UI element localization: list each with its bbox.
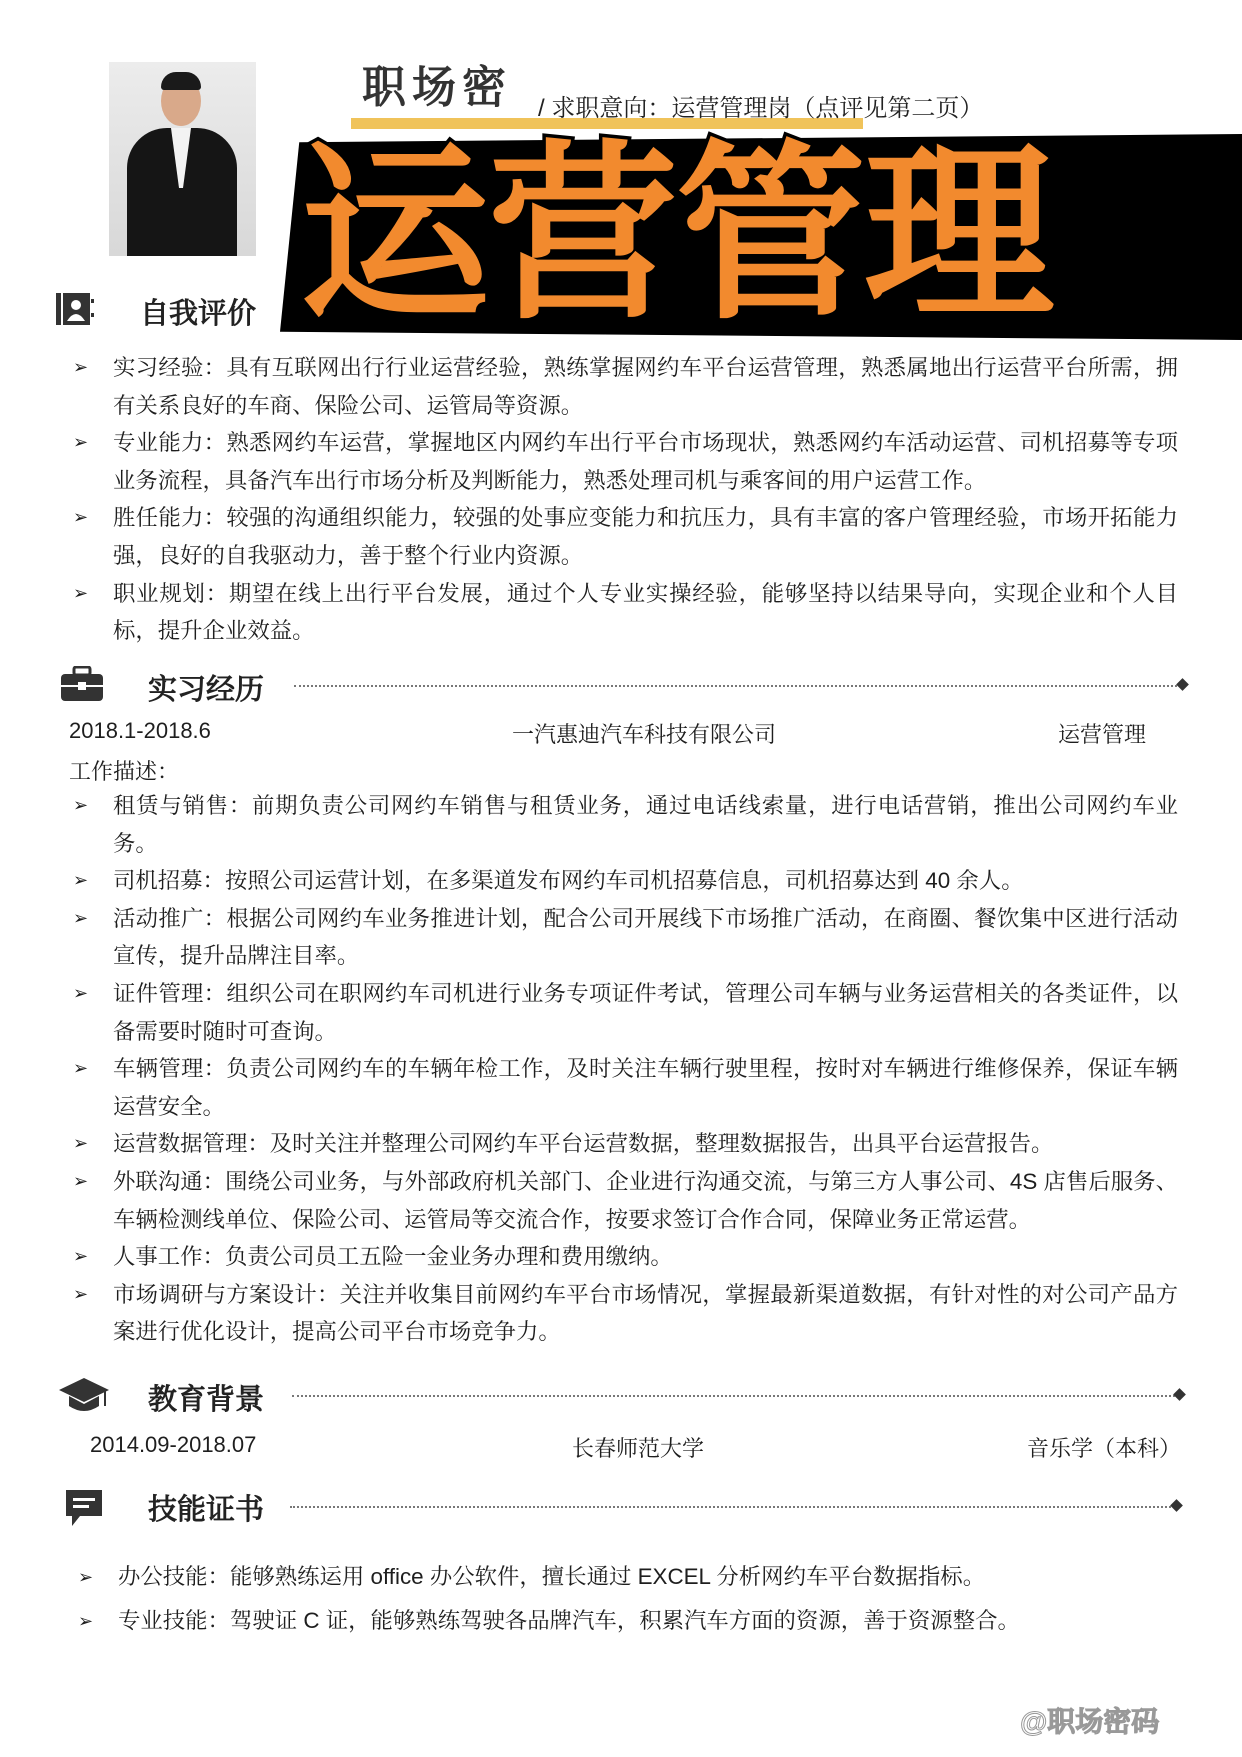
arrow-bullet-icon: ➢ [78, 1611, 94, 1631]
item-label: 胜任能力： [113, 505, 227, 531]
item-label: 租赁与销售： [113, 793, 253, 818]
section-title-internship: 实习经历 [148, 674, 265, 706]
arrow-bullet-icon: ➢ [73, 982, 89, 1003]
job-intent: / 求职意向：运营管理岗（点评见第二页） [538, 95, 984, 122]
item-body: 期望在线上出行平台发展，通过个人专业实操经验，能够坚持以结果导向，实现企业和个人目标，提升企业效益。 [113, 580, 1179, 644]
list-item [78, 1599, 1183, 1643]
item-label: 办公技能： [118, 1564, 230, 1589]
comment-icon [64, 1488, 104, 1533]
skills-list [78, 1555, 1183, 1643]
arrow-bullet-icon: ➢ [73, 870, 89, 891]
arrow-bullet-icon: ➢ [73, 507, 89, 528]
item-label: 证件管理： [113, 980, 227, 1006]
item-body: 负责公司网约车的车辆年检工作，及时关注车辆行驶里程，按时对车辆进行维修保养，保证车辆运营安全。 [113, 1056, 1179, 1119]
item-text [113, 575, 1178, 650]
item-text [113, 975, 1178, 1050]
item-body: 按照公司运营计划，在多渠道发布网约车司机招募信息，司机招募达到 40 余人。 [224, 868, 1024, 894]
arrow-bullet-icon: ➢ [73, 1246, 89, 1267]
arrow-bullet-icon: ➢ [73, 1170, 89, 1191]
list-item [78, 1555, 1183, 1599]
item-text [113, 349, 1178, 424]
item-body: 能够熟练运用 office 办公软件，擅长通过 EXCEL 分析网约车平台数据指标。 [229, 1564, 986, 1589]
arrow-bullet-icon: ➢ [73, 795, 89, 815]
id-card-icon [56, 291, 94, 332]
item-text [113, 1050, 1178, 1125]
item-body: 围绕公司业务，与外部政府机关部门、企业进行沟通交流，与第三方人事公司、4S 店售后服务、车辆检测线单位、保险公司、运管局等交流合作，按要求签订合作合同，保障业务正常运营。 [113, 1168, 1178, 1232]
list-item [73, 499, 1178, 574]
item-body: 驾驶证 C 证，能够熟练驾驶各品牌汽车，积累汽车方面的资源，善于资源整合。 [229, 1608, 1020, 1633]
watermark: @职场密码 [1020, 1706, 1160, 1737]
item-text [113, 499, 1178, 574]
section-title-education: 教育背景 [148, 1384, 265, 1416]
item-text [113, 1238, 1178, 1276]
item-body: 熟悉网约车运营，掌握地区内网约车出行平台市场现状，熟悉网约车活动运营、司机招募等专项业务流程，具备汽车出行市场分析及判断能力，熟悉处理司机与乘客间的用户运营工作。 [113, 430, 1179, 493]
section-title-self-eval: 自我评价 [140, 298, 257, 330]
item-text [113, 787, 1178, 862]
arrow-bullet-icon: ➢ [73, 1133, 89, 1154]
work-description-label: 工作描述： [69, 759, 180, 784]
internship-list [73, 787, 1178, 1351]
item-body: 及时关注并整理公司网约车平台运营数据，整理数据报告，出具平台运营报告。 [269, 1131, 1054, 1157]
item-body: 前期负责公司网约车销售与租赁业务，通过电话线索量，进行电话营销，推出公司网约车业务。 [113, 793, 1179, 856]
brand-title: 职场密 [362, 63, 512, 112]
self-eval-list [73, 349, 1178, 650]
education-date: 2014.09-2018.07 [90, 1432, 257, 1457]
section-divider [290, 1506, 1175, 1508]
item-body: 根据公司网约车业务推进计划，配合公司开展线下市场推广活动，在商圈、餐饮集中区进行活动宣传，提升品牌注目率。 [113, 905, 1179, 969]
item-text [113, 1163, 1178, 1238]
item-label: 运营数据管理： [113, 1131, 270, 1157]
briefcase-icon [60, 666, 104, 707]
list-item [73, 424, 1178, 499]
arrow-bullet-icon: ➢ [73, 1283, 89, 1304]
divider-diamond [1176, 678, 1189, 691]
list-item [73, 787, 1178, 862]
arrow-bullet-icon: ➢ [73, 357, 89, 377]
arrow-bullet-icon: ➢ [73, 582, 89, 603]
list-item [73, 900, 1178, 975]
list-item [73, 1050, 1178, 1125]
item-body: 组织公司在职网约车司机进行业务专项证件考试，管理公司车辆与业务运营相关的各类证件，以备需要时随时可查询。 [113, 980, 1179, 1044]
internship-date: 2018.1-2018.6 [69, 718, 211, 743]
divider-diamond [1173, 1388, 1186, 1401]
section-divider [294, 685, 1181, 687]
list-item [73, 575, 1178, 650]
banner-title: 运营管理 [300, 129, 1053, 341]
item-text [113, 900, 1178, 975]
item-label: 车辆管理： [113, 1056, 227, 1082]
arrow-bullet-icon: ➢ [78, 1567, 94, 1587]
arrow-bullet-icon: ➢ [73, 907, 89, 928]
item-label: 实习经验： [113, 355, 227, 380]
item-text [113, 1276, 1178, 1351]
list-item [73, 1276, 1178, 1351]
arrow-bullet-icon: ➢ [73, 1058, 89, 1079]
item-label: 外联沟通： [113, 1168, 226, 1194]
list-item [73, 349, 1178, 424]
graduation-cap-icon [58, 1376, 110, 1421]
item-body: 关注并收集目前网约车平台市场情况，掌握最新渠道数据，有针对性的对公司产品方案进行优化设计，提高公司平台市场竞争力。 [113, 1281, 1179, 1345]
item-body: 具有互联网出行行业运营经验，熟练掌握网约车平台运营管理，熟悉属地出行运营平台所需，拥有关系良好的车商、保险公司、运管局等资源。 [113, 355, 1179, 418]
divider-diamond [1170, 1499, 1183, 1512]
arrow-bullet-icon: ➢ [73, 432, 89, 453]
list-item [73, 975, 1178, 1050]
item-text [113, 1125, 1178, 1163]
item-label: 活动推广： [113, 905, 227, 931]
profile-photo [109, 62, 256, 256]
item-label: 司机招募： [113, 868, 225, 894]
list-item [73, 1163, 1178, 1238]
item-body: 较强的沟通组织能力，较强的处事应变能力和抗压力，具有丰富的客户管理经验，市场开拓能力强，良好的自我驱动力，善于整个行业内资源。 [113, 505, 1179, 568]
item-label: 专业能力： [113, 430, 227, 456]
education-major: 音乐学（本科） [1027, 1436, 1182, 1461]
item-body: 负责公司员工五险一金业务办理和费用缴纳。 [224, 1244, 673, 1270]
section-title-skills: 技能证书 [148, 1494, 265, 1526]
item-label: 职业规划： [113, 580, 229, 606]
item-text [113, 424, 1178, 499]
item-text [118, 1599, 1183, 1643]
internship-company: 一汽惠迪汽车科技有限公司 [512, 722, 777, 747]
list-item [73, 1125, 1178, 1163]
item-label: 人事工作： [113, 1244, 225, 1270]
list-item [73, 862, 1178, 900]
item-label: 市场调研与方案设计： [113, 1281, 340, 1307]
internship-role: 运营管理 [1058, 722, 1147, 747]
education-school: 长春师范大学 [572, 1436, 705, 1461]
list-item [73, 1238, 1178, 1276]
item-text [118, 1555, 1183, 1599]
item-label: 专业技能： [118, 1608, 230, 1633]
section-divider [292, 1395, 1179, 1397]
item-text [113, 862, 1178, 900]
